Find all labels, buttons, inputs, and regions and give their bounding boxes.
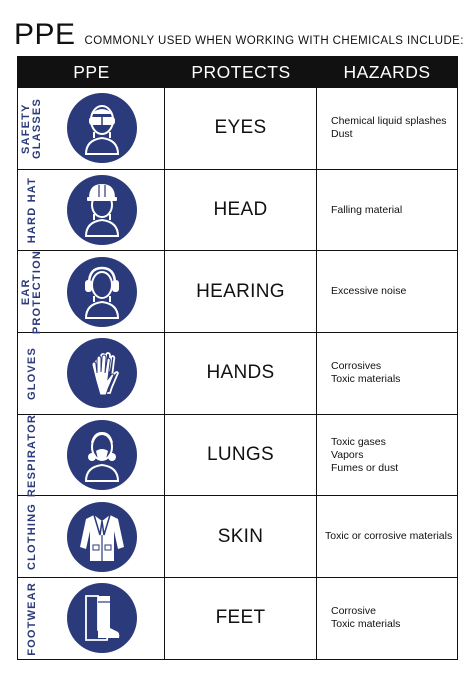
ppe-label: RESPIRATOR (25, 413, 38, 497)
table-row (18, 414, 457, 496)
ppe-label: SAFETY GLASSES (20, 97, 43, 159)
protects-cell: LUNGS (165, 415, 317, 496)
hazard-item: Fumes or dust (331, 461, 399, 474)
table-row (18, 87, 457, 169)
ppe-label: CLOTHING (25, 503, 38, 571)
ppe-table (17, 56, 458, 660)
ppe-cell (18, 578, 165, 659)
respirator-icon (67, 420, 137, 490)
ppe-cell (18, 251, 165, 332)
ppe-cell (18, 88, 165, 169)
lab-coat-icon (67, 502, 137, 572)
ppe-cell (18, 333, 165, 414)
protects-cell: HEAD (165, 170, 317, 251)
hazards-cell (317, 496, 457, 577)
table-row (18, 577, 457, 659)
gloves-icon (67, 338, 137, 408)
hazard-item: Corrosives (331, 360, 382, 373)
hazard-item: Vapors (331, 448, 364, 461)
table-row (18, 495, 457, 577)
boots-icon (67, 583, 137, 653)
hazard-item: Chemical liquid splashes (331, 115, 447, 128)
table-row (18, 250, 457, 332)
title-main: PPE (14, 18, 76, 51)
protects-cell: EYES (165, 88, 317, 169)
ppe-cell (18, 415, 165, 496)
ppe-label: FOOTWEAR (25, 581, 38, 656)
header-ppe: PPE (73, 61, 110, 82)
table-row (18, 169, 457, 251)
hazards-cell (317, 88, 457, 169)
safety-glasses-icon (67, 93, 137, 163)
hazard-item: Toxic gases (331, 435, 386, 448)
hazard-item: Corrosive (331, 605, 376, 618)
ppe-label: GLOVES (25, 346, 38, 400)
page-title (14, 16, 464, 50)
hazards-cell (317, 170, 457, 251)
protects-cell: FEET (165, 578, 317, 659)
table-row (18, 332, 457, 414)
header-protects: PROTECTS (191, 61, 291, 82)
hazard-item: Toxic materials (331, 618, 401, 631)
hazards-cell (317, 578, 457, 659)
hazard-item: Toxic materials (331, 373, 401, 386)
ppe-cell (18, 170, 165, 251)
ear-protection-icon (67, 257, 137, 327)
hazard-item: Falling material (331, 203, 403, 216)
protects-cell: HANDS (165, 333, 317, 414)
ppe-cell (18, 496, 165, 577)
hard-hat-icon (67, 175, 137, 245)
hazard-item: Dust (331, 128, 353, 141)
title-subtitle: COMMONLY USED WHEN WORKING WITH CHEMICALS INCLUDE: (84, 35, 464, 47)
hazards-cell (317, 251, 457, 332)
header-hazards: HAZARDS (343, 61, 431, 82)
ppe-label: EAR PROTECTION (20, 249, 43, 334)
hazards-cell (317, 333, 457, 414)
hazards-cell (317, 415, 457, 496)
hazard-item: Excessive noise (331, 285, 407, 298)
table-header (18, 57, 457, 87)
protects-cell: HEARING (165, 251, 317, 332)
protects-cell: SKIN (165, 496, 317, 577)
ppe-label: HARD HAT (25, 176, 38, 244)
hazard-item: Toxic or corrosive materials (325, 530, 453, 543)
